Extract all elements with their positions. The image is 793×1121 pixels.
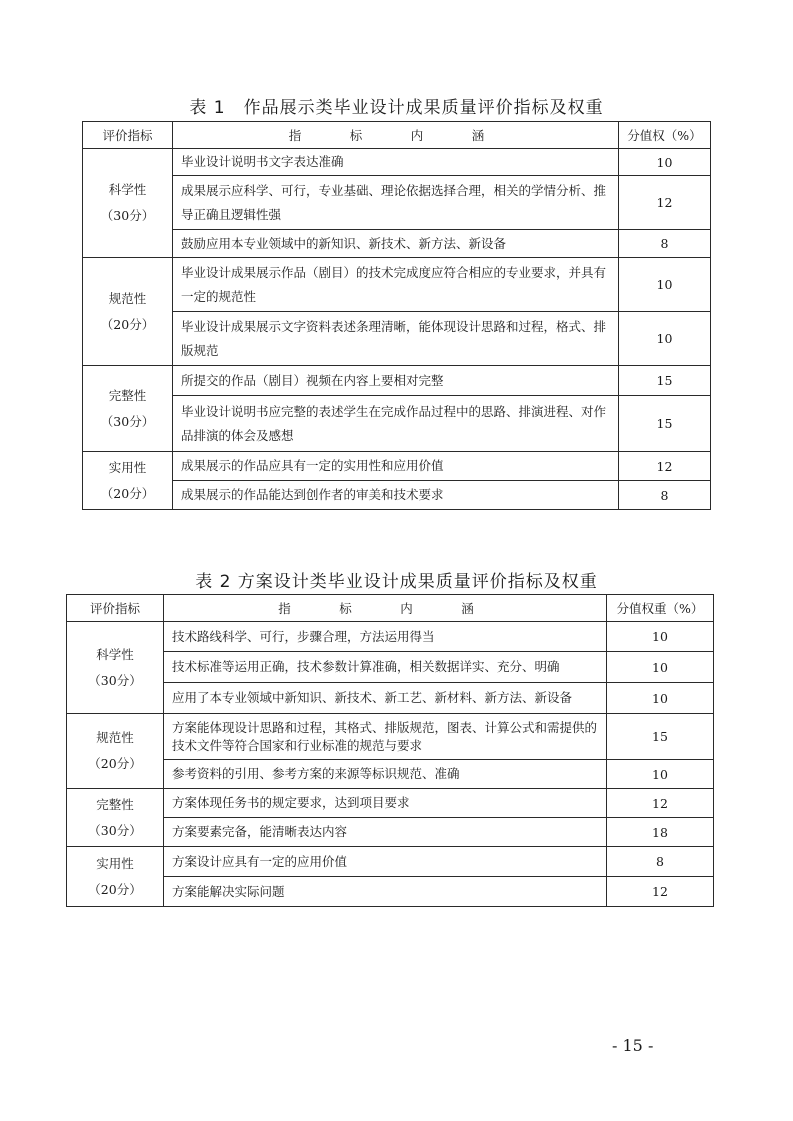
table1-header-weight: 分值权（%） (619, 122, 711, 149)
table2-category-scientific: 科学性 （30分） (67, 622, 164, 714)
table1-category-scientific: 科学性 （30分） (83, 149, 173, 258)
table-row (83, 230, 711, 258)
table1-cell-weight: 8 (619, 230, 711, 258)
table2-header-indicator: 评价指标 (67, 595, 164, 622)
table2-cell-weight: 15 (607, 714, 714, 760)
table1-cell-content: 毕业设计说明书应完整的表述学生在完成作品过程中的思路、排演进程、对作品排演的体会及感想 (173, 396, 619, 452)
table2-cell-content: 应用了本专业领域中新知识、新技术、新工艺、新材料、新方法、新设备 (164, 683, 607, 714)
table-row (67, 760, 714, 789)
table2-cell-content: 参考资料的引用、参考方案的来源等标识规范、准确 (164, 760, 607, 789)
table2-cell-content: 方案体现任务书的规定要求，达到项目要求 (164, 789, 607, 818)
table-row (67, 652, 714, 683)
table-row (83, 149, 711, 176)
table1-category-completeness: 完整性 （30分） (83, 366, 173, 452)
table1-category-practicality: 实用性 （20分） (83, 452, 173, 510)
table-row (83, 312, 711, 366)
table2-cell-weight: 8 (607, 847, 714, 877)
table1-cell-content: 毕业设计说明书文字表达准确 (173, 149, 619, 176)
page-number: - 15 - (612, 1036, 654, 1055)
table-row (67, 818, 714, 847)
table-row (83, 258, 711, 312)
table1-cell-weight: 15 (619, 396, 711, 452)
table1 (82, 121, 711, 510)
table1-cell-weight: 12 (619, 452, 711, 481)
table1-cell-content: 所提交的作品（剧目）视频在内容上要相对完整 (173, 366, 619, 396)
table1-cell-weight: 10 (619, 258, 711, 312)
table2-cell-content: 技术路线科学、可行，步骤合理，方法运用得当 (164, 622, 607, 652)
table2 (66, 594, 714, 907)
table2-cell-content: 方案设计应具有一定的应用价值 (164, 847, 607, 877)
table2-header-weight: 分值权重（%） (607, 595, 714, 622)
table-row (83, 176, 711, 230)
table-row (67, 847, 714, 877)
table1-cell-content: 成果展示的作品应具有一定的实用性和应用价值 (173, 452, 619, 481)
table2-header-row (67, 595, 714, 622)
table-row (67, 789, 714, 818)
table2-header-content: 指 标 内 涵 (164, 595, 607, 622)
table1-header-content: 指 标 内 涵 (173, 122, 619, 149)
table1-header-row (83, 122, 711, 149)
table1-cell-content: 成果展示应科学、可行，专业基础、理论依据选择合理，相关的学情分析、推导正确且逻辑性强 (173, 176, 619, 230)
table2-cell-content: 方案能体现设计思路和过程，其格式、排版规范，图表、计算公式和需提供的技术文件等符合国家和行业标准的规范与要求 (164, 714, 607, 760)
table-row (67, 622, 714, 652)
table-row (67, 714, 714, 760)
table2-cell-weight: 10 (607, 683, 714, 714)
table2-cell-content: 方案能解决实际问题 (164, 877, 607, 907)
table2-cell-weight: 12 (607, 877, 714, 907)
table-row (67, 683, 714, 714)
table2-category-completeness: 完整性 （30分） (67, 789, 164, 847)
table2-cell-weight: 10 (607, 760, 714, 789)
table1-cell-content: 毕业设计成果展示文字资料表述条理清晰，能体现设计思路和过程，格式、排版规范 (173, 312, 619, 366)
table1-category-normative: 规范性 （20分） (83, 258, 173, 366)
table2-cell-weight: 10 (607, 622, 714, 652)
table2-category-normative: 规范性 （20分） (67, 714, 164, 789)
table-row (83, 366, 711, 396)
table2-title: 表 2 方案设计类毕业设计成果质量评价指标及权重 (195, 572, 598, 592)
table1-cell-weight: 12 (619, 176, 711, 230)
table2-cell-content: 方案要素完备，能清晰表达内容 (164, 818, 607, 847)
table1-cell-content: 毕业设计成果展示作品（剧目）的技术完成度应符合相应的专业要求，并具有一定的规范性 (173, 258, 619, 312)
table1-cell-content: 鼓励应用本专业领域中的新知识、新技术、新方法、新设备 (173, 230, 619, 258)
table-row (83, 396, 711, 452)
table1-cell-weight: 10 (619, 312, 711, 366)
table1-header-indicator: 评价指标 (83, 122, 173, 149)
table2-cell-weight: 10 (607, 652, 714, 683)
table1-cell-content: 成果展示的作品能达到创作者的审美和技术要求 (173, 481, 619, 510)
table2-category-practicality: 实用性 （20分） (67, 847, 164, 907)
table-row (83, 452, 711, 481)
table1-cell-weight: 10 (619, 149, 711, 176)
table-row (83, 481, 711, 510)
table1-cell-weight: 8 (619, 481, 711, 510)
table1-cell-weight: 15 (619, 366, 711, 396)
table2-cell-content: 技术标准等运用正确，技术参数计算准确，相关数据详实、充分、明确 (164, 652, 607, 683)
table1-title: 表 1 作品展示类毕业设计成果质量评价指标及权重 (189, 98, 604, 118)
table2-cell-weight: 18 (607, 818, 714, 847)
table-row (67, 877, 714, 907)
table2-cell-weight: 12 (607, 789, 714, 818)
